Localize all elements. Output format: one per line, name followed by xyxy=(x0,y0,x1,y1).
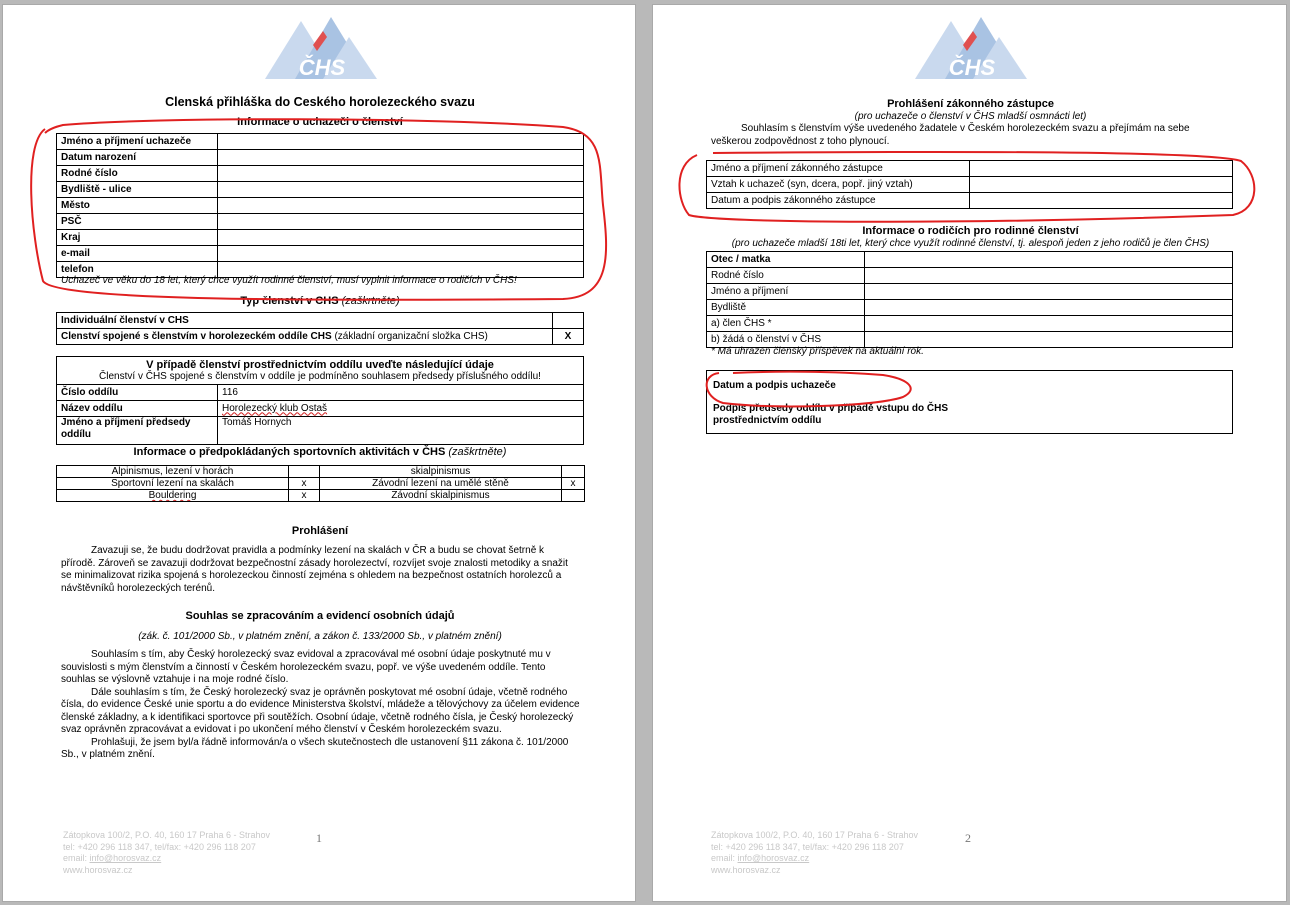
document-page-1 xyxy=(2,4,636,902)
parents-row xyxy=(707,268,1233,284)
logo-text: ČHS xyxy=(948,55,996,80)
club-label: Jméno a příjmení předsedy oddílu xyxy=(57,417,218,445)
parents-sub: (pro uchazeče mladší 18ti let, který chce využít rodinné členství, tj. alespoň jeden z jeho rodičů je člen ČHS) xyxy=(731,238,1210,249)
activity-left-label: Alpinismus, lezení v horách xyxy=(57,466,289,478)
footer-address: Zátopkova 100/2, P.O. 40, 160 17 Praha 6 - Strahov xyxy=(711,830,918,840)
applicant-value-field[interactable] xyxy=(218,198,584,214)
guardian-text xyxy=(711,123,1211,148)
parents-label: b) žádá o členství v ČHS xyxy=(707,332,865,348)
parents-heading: Informace o rodičích pro rodinné členství xyxy=(862,225,1079,237)
applicant-row xyxy=(57,214,584,230)
applicant-row xyxy=(57,246,584,262)
applicant-label: Bydliště - ulice xyxy=(57,182,218,198)
membership-row xyxy=(57,313,584,329)
parents-row xyxy=(707,316,1233,332)
footer-web: www.horosvaz.cz xyxy=(63,864,133,875)
page1-footer xyxy=(63,830,270,876)
activity-right-label: Závodní skialpinismus xyxy=(320,490,562,502)
consent-paragraph-1: Souhlasím s tím, aby Český horolezecký svaz evidoval a zpracovával mé osobní údaje poskytnuté mu v souvislosti s mým členstvím a činností v Českém horolezeckém svazu, popř. ve výše uvedeném oddíle. Tento souhlas se výslovně vztahuje i na moje rodné číslo. xyxy=(61,649,551,685)
consent-paragraph-2: Dále souhlasím s tím, že Český horolezecký svaz je oprávněn poskytovat mé osobní údaje, včetně rodného čísla, do evidence České unie sportu a do evidence Ministerstva školství, mládeže a tělovýchovy za účelem evidence členské základny, a k identifikaci sportovce při soutěžích. Osobní údaje, včetně rodného čísla, je Český horolezecký svaz oprávněn zpracovávat a evidovat i po ukončení mého členství v Českém horolezeckém svazu. xyxy=(61,686,580,735)
footer-phone: tel: +420 296 118 347, tel/fax: +420 296 118 207 xyxy=(711,841,904,852)
applicant-label: e-mail xyxy=(57,246,218,262)
page-number-2: 2 xyxy=(965,831,971,845)
guardian-label: Jméno a příjmení zákonného zástupce xyxy=(707,161,970,177)
consent-heading: Souhlas se zpracováním a evidencí osobních údajů xyxy=(185,610,455,622)
consent-paragraph-3: Prohlašuji, že jsem byl/a řádně informován/a o všech skutečnostech dle ustanovení §11 zákona č. 101/2000 Sb., v platném znění. xyxy=(61,736,569,760)
footer-address: Zátopkova 100/2, P.O. 40, 160 17 Praha 6 - Strahov xyxy=(63,830,270,840)
signature-box xyxy=(706,370,1233,434)
membership-option xyxy=(57,313,553,329)
applicant-value-field[interactable] xyxy=(218,134,584,150)
applicant-value-field[interactable] xyxy=(218,150,584,166)
activities-heading-text: Informace o předpokládaných sportovních aktivitách v ČHS xyxy=(133,446,446,458)
parents-row xyxy=(707,252,1233,268)
club-row xyxy=(57,417,584,445)
activities-heading-note: (zaškrtněte) xyxy=(448,446,507,458)
membership-option-label: Individuální členství v CHS xyxy=(61,314,189,326)
club-value-field[interactable]: Tomáš Hornych xyxy=(218,417,584,445)
parents-label: Otec / matka xyxy=(707,252,865,268)
guardian-value-field[interactable] xyxy=(970,193,1233,209)
membership-heading-text: Typ členství v CHS xyxy=(240,295,339,307)
activities-table xyxy=(56,465,585,502)
applicant-label: Rodné číslo xyxy=(57,166,218,182)
club-row xyxy=(57,385,584,401)
applicant-value-field[interactable] xyxy=(218,182,584,198)
applicant-row xyxy=(57,166,584,182)
activity-left-checkbox[interactable]: x xyxy=(289,478,320,490)
membership-checkbox[interactable] xyxy=(553,313,584,329)
parents-note: * Má uhrazen členský příspěvek na aktuální rok. xyxy=(711,346,924,357)
declaration-paragraph: Zavazuji se, že budu dodržovat pravidla a podmínky lezení na skalách v ČR a budu se chovat šetrně k přírodě. Zároveň se zavazuji dodržovat bezpečnostní zásady horolezectví, rozvíjet svoje znalosti metodiky a snažit se minimalizovat rizika spojená s horolezeckou činností zejména s ohledem na bezpečnost ostatních horolezců a návštěvníků horolezeckých terénů. xyxy=(61,545,568,594)
activity-left-label: Sportovní lezení na skalách xyxy=(57,478,289,490)
guardian-row xyxy=(707,161,1233,177)
applicant-row xyxy=(57,150,584,166)
declaration-text xyxy=(61,545,581,595)
applicant-row xyxy=(57,198,584,214)
membership-heading xyxy=(3,295,636,307)
activity-left-checkbox[interactable] xyxy=(289,466,320,478)
club-table-header xyxy=(57,357,584,385)
club-row xyxy=(57,401,584,417)
page2-footer xyxy=(711,830,918,876)
signature-label: Datum a podpis uchazeče xyxy=(713,380,836,391)
guardian-sub: (pro uchazeče o členství v ČHS mladší osmnácti let) xyxy=(854,111,1087,122)
activity-left-label: Bouldering xyxy=(57,490,289,502)
applicant-label: PSČ xyxy=(57,214,218,230)
chair-signature-label: Podpis předsedy oddílu v případě vstupu do ČHS prostřednictvím oddílu xyxy=(713,403,949,426)
parents-value-field[interactable] xyxy=(865,252,1233,268)
applicant-value-field[interactable] xyxy=(218,166,584,182)
applicant-value-field[interactable] xyxy=(218,230,584,246)
activity-row xyxy=(57,466,585,478)
parents-label: Bydliště xyxy=(707,300,865,316)
applicant-table xyxy=(56,133,584,278)
activity-row xyxy=(57,478,585,490)
declaration-heading: Prohlášení xyxy=(291,525,349,537)
document-page-2 xyxy=(652,4,1287,902)
form-title: Clenská přihláška do Ceského horolezeckého svazu xyxy=(165,95,475,109)
guardian-row xyxy=(707,177,1233,193)
guardian-row xyxy=(707,193,1233,209)
guardian-label: Datum a podpis zákonného zástupce xyxy=(707,193,970,209)
guardian-value-field[interactable] xyxy=(970,177,1233,193)
page-number-1: 1 xyxy=(316,831,322,845)
membership-row xyxy=(57,329,584,345)
activity-left-checkbox[interactable]: x xyxy=(289,490,320,502)
applicant-label: Datum narození xyxy=(57,150,218,166)
parents-row xyxy=(707,284,1233,300)
guardian-paragraph: Souhlasím s členstvím výše uvedeného žadatele v Českém horolezeckém svazu a přejímám na sebe veškerou zodpovědnost z toho plynoucí. xyxy=(711,123,1190,147)
membership-table xyxy=(56,312,584,345)
club-table xyxy=(56,356,584,445)
chs-logo-icon xyxy=(265,17,379,81)
applicant-label: Město xyxy=(57,198,218,214)
parents-row xyxy=(707,300,1233,316)
parents-label: a) člen ČHS * xyxy=(707,316,865,332)
parents-label: Jméno a příjmení xyxy=(707,284,865,300)
club-label: Číslo oddílu xyxy=(57,385,218,401)
footer-email-link[interactable]: info@horosvaz.cz xyxy=(89,853,162,863)
parents-value-field[interactable] xyxy=(865,316,1233,332)
applicant-value-field[interactable] xyxy=(218,214,584,230)
club-value-field[interactable]: Horolezecký klub Ostaš xyxy=(218,401,584,417)
guardian-value-field[interactable] xyxy=(970,161,1233,177)
applicant-row xyxy=(57,134,584,150)
applicant-label: telefon xyxy=(57,262,218,278)
chs-logo-icon xyxy=(915,17,1029,81)
applicant-row xyxy=(57,230,584,246)
footer-web: www.horosvaz.cz xyxy=(711,864,781,875)
parents-value-field[interactable] xyxy=(865,268,1233,284)
applicant-label: Kraj xyxy=(57,230,218,246)
applicant-label: Jméno a příjmení uchazeče xyxy=(57,134,218,150)
applicant-note: Uchazeč ve věku do 18 let, který chce využít rodinné členství, musí vyplnit informace o rodičích v ČHS! xyxy=(61,275,517,286)
applicant-heading: Informace o uchazeči o členství xyxy=(237,116,403,128)
guardian-table xyxy=(706,160,1233,209)
club-label: Název oddílu xyxy=(57,401,218,417)
membership-heading-note: (zaškrtněte) xyxy=(341,295,400,307)
guardian-label: Vztah k uchazeč (syn, dcera, popř. jiný vztah) xyxy=(707,177,970,193)
footer-email-line xyxy=(63,853,270,865)
activity-right-checkbox[interactable]: x xyxy=(562,478,585,490)
parents-table xyxy=(706,251,1233,348)
activity-right-label: skialpinismus xyxy=(320,466,562,478)
club-heading: V případě členství prostřednictvím oddílu uveďte následující údaje xyxy=(146,358,494,371)
membership-option xyxy=(57,329,553,345)
parents-label: Rodné číslo xyxy=(707,268,865,284)
footer-email-link[interactable]: info@horosvaz.cz xyxy=(737,853,810,863)
applicant-value-field[interactable] xyxy=(218,246,584,262)
footer-phone: tel: +420 296 118 347, tel/fax: +420 296 118 207 xyxy=(63,841,256,852)
consent-text xyxy=(61,649,581,762)
parents-value-field[interactable] xyxy=(865,284,1233,300)
activity-right-label: Závodní lezení na umělé stěně xyxy=(320,478,562,490)
parents-value-field[interactable] xyxy=(865,300,1233,316)
footer-email-prefix: email: xyxy=(63,853,90,863)
footer-email-line xyxy=(711,853,918,865)
guardian-heading: Prohlášení zákonného zástupce xyxy=(887,98,1054,110)
membership-option-label: Clenství spojené s členstvím v horolezeckém oddíle CHS xyxy=(61,330,332,342)
activity-row xyxy=(57,490,585,502)
applicant-row xyxy=(57,182,584,198)
membership-checkbox[interactable]: X xyxy=(553,329,584,345)
consent-law: (zák. č. 101/2000 Sb., v platném znění, a zákon č. 133/2000 Sb., v platném znění) xyxy=(138,631,502,642)
membership-option-extra: (základní organizační složka CHS) xyxy=(334,330,488,342)
activity-right-checkbox[interactable] xyxy=(562,466,585,478)
club-subheading: Členství v ČHS spojené s členstvím v oddíle je podmíněno souhlasem předsedy příslušného oddílu! xyxy=(99,370,541,382)
club-value-field[interactable]: 116 xyxy=(218,385,584,401)
logo-text: ČHS xyxy=(298,55,346,80)
activities-heading xyxy=(3,446,636,458)
activity-right-checkbox[interactable] xyxy=(562,490,585,502)
footer-email-prefix: email: xyxy=(711,853,738,863)
